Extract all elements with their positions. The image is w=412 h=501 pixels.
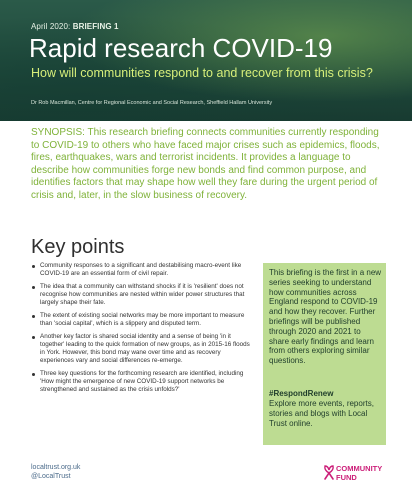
page-subtitle: How will communities respond to and recover from this crisis?	[31, 66, 373, 80]
key-points-heading: Key points	[31, 236, 125, 258]
lottery-hand-icon	[322, 464, 336, 480]
synopsis-paragraph: SYNOPSIS: This research briefing connects communities currently responding to COVID-19 to others who have faced major crises such as epidemics, floods, fires, earthquakes, wars and terrorist incidents. It provides a language to describe how communities forge new bonds and find common purpose, and identifies factors that may shape how well they fare during the urgent period of crisis and, later, in the slow business of recovery.	[31, 127, 380, 201]
list-item: Community responses to a significant and destabilising macro-event like COVID-19 are an essential form of civil repair.	[31, 262, 256, 278]
list-item: Three key questions for the forthcoming research are identified, including 'How might the emergence of new COVID-19 support networks be strengthened and sustained as the crisis unfolds?'	[31, 370, 256, 394]
list-item: The idea that a community can withstand shocks if it is 'resilient' does not recognise how communities are nested within wider power structures that largely shape their fate.	[31, 283, 256, 307]
logo-line-2: FUND	[336, 472, 357, 482]
list-item: Another key factor is shared social identity and a sense of being 'in it together' leading to the quick formation of new groups, as in 2015-16 floods in York. However, this bond may wane over time and as recovery experiences vary and social differences re-emerge.	[31, 333, 256, 365]
series-label: BRIEFING 1	[72, 22, 119, 31]
website-link[interactable]: localtrust.org.uk	[31, 464, 81, 471]
header-banner	[0, 0, 412, 121]
briefing-date	[31, 22, 119, 31]
series-info-text: This briefing is the first in a new series seeking to understand how communities across England respond to COVID-19 and how they recover. Further briefings will be published through 2020 and 2021 to share early findings and learn from others exploring similar questions.	[269, 268, 382, 366]
logo-line-1: COMMUNITY	[336, 464, 383, 473]
hashtag-link[interactable]: #RespondRenew	[269, 389, 334, 398]
community-fund-logo	[322, 455, 384, 489]
list-item: The extent of existing social networks may be more important to measure than 'social capital', which is a slippery and disputed term.	[31, 312, 256, 328]
page-title: Rapid research COVID-19	[29, 33, 333, 63]
series-info-box	[263, 263, 386, 445]
twitter-link[interactable]: @LocalTrust	[31, 473, 71, 480]
footer-links	[31, 463, 80, 481]
logo-wordmark	[336, 465, 382, 482]
date-text: April 2020:	[31, 22, 71, 31]
explore-more-text: Explore more events, reports, stories and blogs with Local Trust online.	[269, 399, 374, 428]
author-line: Dr Rob Macmillan, Centre for Regional Economic and Social Research, Sheffield Hallam University	[31, 100, 273, 106]
key-points-list	[31, 262, 256, 399]
